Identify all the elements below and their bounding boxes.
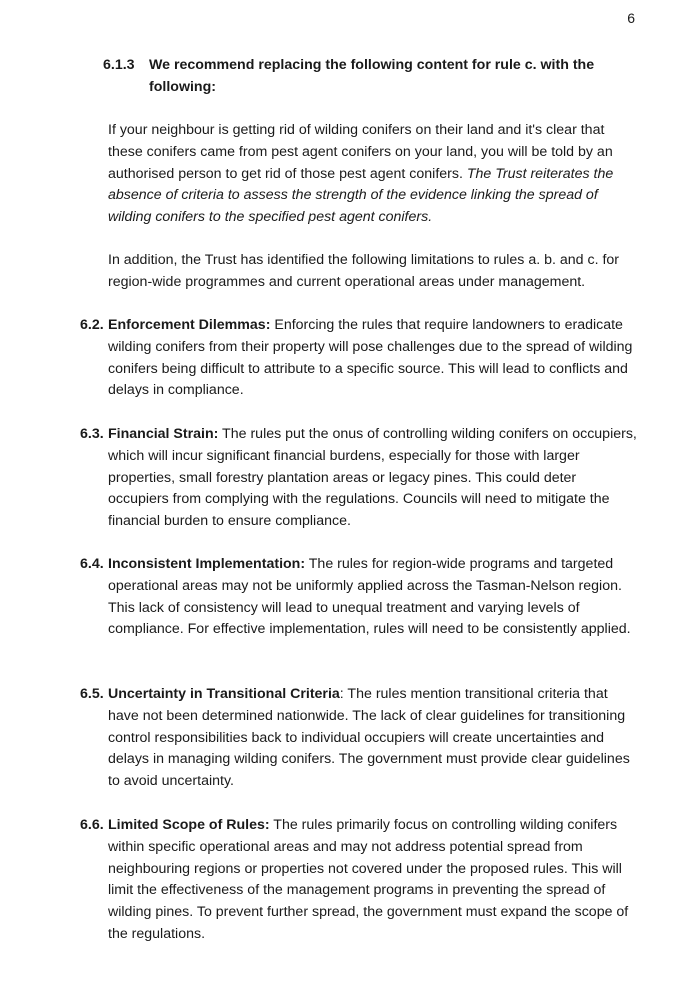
item-number: 6.4. — [80, 556, 104, 572]
item-title: Inconsistent Implementation: — [108, 556, 306, 572]
list-item-6-6 — [80, 815, 638, 946]
list-item-6-3 — [80, 424, 638, 533]
item-text: The rules for region-wide programs and targeted operational areas may not be uniformly applied across the Tasman-Nelson region. This lack of consistency will lead to unequal treatment and varying levels of compliance. For effective implementation, rules will need to be consistently applied. — [108, 556, 631, 638]
item-title: Uncertainty in Transitional Criteria — [108, 686, 340, 702]
item-text: Enforcing the rules that require landowners to eradicate wilding conifers from their property will pose challenges due to the spread of wilding conifers being difficult to attribute to a specific source. This will lead to conflicts and delays in compliance. — [108, 317, 633, 399]
item-text: : The rules mention transitional criteria that have not been determined nationwide. The lack of clear guidelines for transitioning control responsibilities back to individual occupiers will create uncertainties and delays in managing wilding conifers. The government must provide clear guidelines to avoid uncertainty. — [108, 686, 630, 790]
section-title: We recommend replacing the following content for rule c. with the following: — [149, 57, 595, 95]
recommendation-text: If your neighbour is getting rid of wilding conifers on their land and it's clear that these conifers came from pest agent conifers on your land, you will be told by an authorised person to get rid of those pest agent conifers. — [108, 122, 613, 182]
item-title: Limited Scope of Rules: — [108, 817, 270, 833]
section-heading — [103, 55, 643, 99]
recommendation-italic-text: The Trust reiterates the absence of criteria to assess the strength of the evidence linking the spread of wilding conifers to the specified pest agent conifers. — [108, 165, 614, 226]
item-title: Enforcement Dilemmas: — [108, 317, 271, 333]
recommendation-paragraph — [108, 120, 638, 229]
item-text: The rules primarily focus on controlling wilding conifers within specific operational areas and may not address potential spread from neighbouring regions or properties not covered under the proposed rules. This will limit the effectiveness of the management programs in preventing the spread of wilding pines. To prevent further spread, the government must expand the scope of the regulations. — [108, 817, 629, 942]
list-item-6-5 — [80, 684, 638, 793]
item-title: Financial Strain: — [108, 426, 219, 442]
page-number: 6 — [627, 10, 635, 26]
item-number: 6.6. — [80, 817, 104, 833]
list-item-6-4 — [80, 554, 638, 641]
list-item-6-2 — [80, 315, 638, 402]
item-number: 6.2. — [80, 317, 104, 333]
section-number: 6.1.3 — [103, 57, 135, 73]
item-number: 6.3. — [80, 426, 104, 442]
item-number: 6.5. — [80, 686, 104, 702]
item-text: The rules put the onus of controlling wilding conifers on occupiers, which will incur significant financial burdens, especially for those with larger properties, small forestry plantation areas or legacy pines. This could deter occupiers from complying with the regulations. Councils will need to mitigate the financial burden to ensure compliance. — [108, 426, 637, 530]
addition-paragraph: In addition, the Trust has identified the following limitations to rules a. b. and c. for region-wide programmes and current operational areas under management. — [108, 252, 620, 290]
